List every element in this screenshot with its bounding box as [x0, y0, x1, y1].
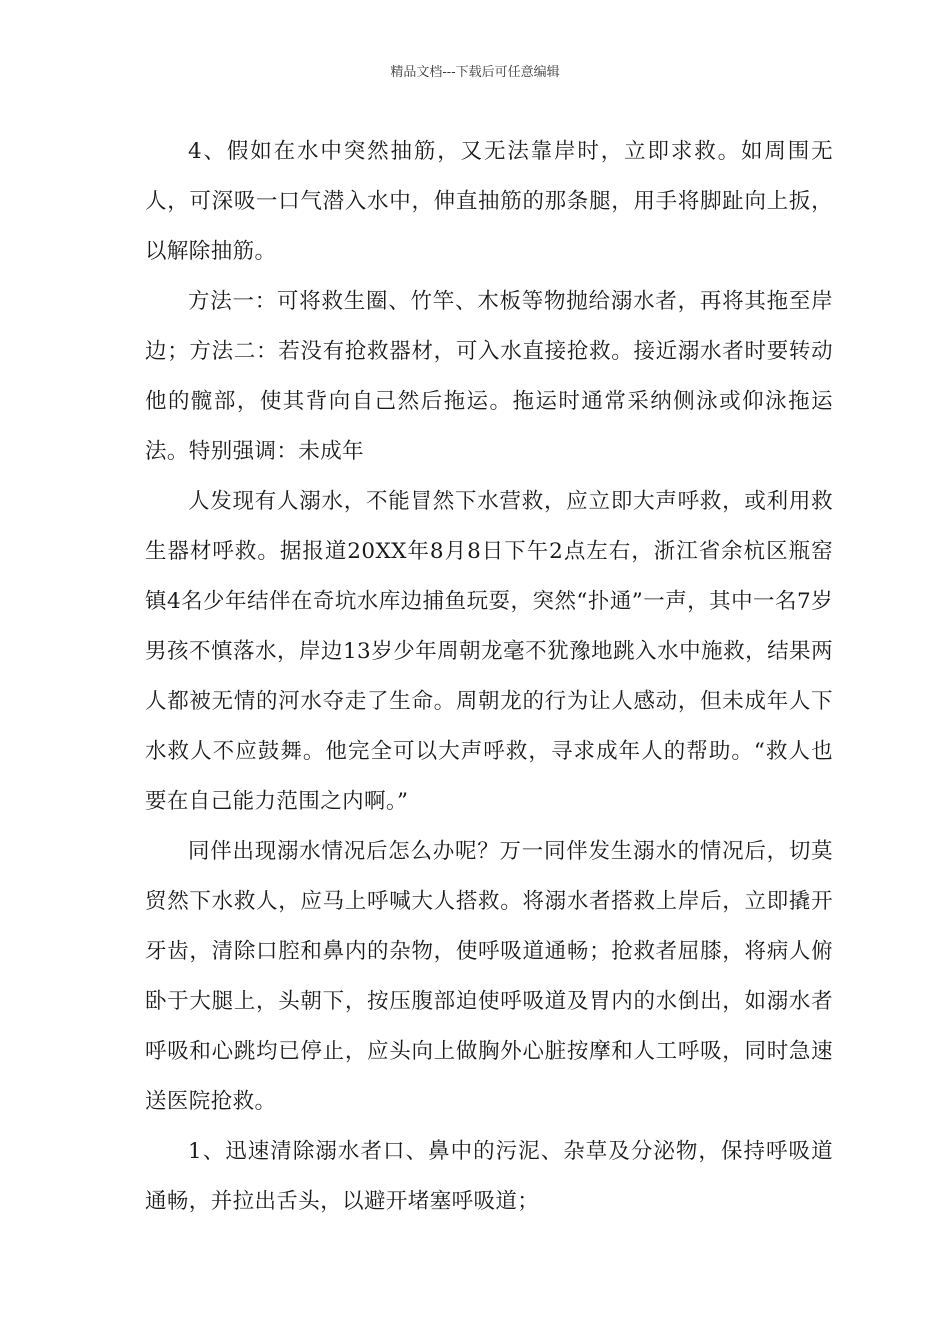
document-body — [145, 127, 833, 1227]
paragraph-step-one: 1、迅速清除溺水者口、鼻中的污泥、杂草及分泌物，保持呼吸道通畅，并拉出舌头，以避开堵塞呼吸道； — [145, 1139, 833, 1214]
paragraph-rescue-methods: 方法一：可将救生圈、竹竿、木板等物抛给溺水者，再将其拖至岸边；方法二：若没有抢救器材，可入水直接抢救。接近溺水者时要转动他的髋部，使其背向自己然后拖运。拖运时通常采纳侧泳或仰泳拖运法。特别强调：未成年 — [145, 289, 833, 464]
paragraph-cramp-rescue: 4、假如在水中突然抽筋，又无法靠岸时，立即求救。如周围无人，可深吸一口气潜入水中，伸直抽筋的那条腿，用手将脚趾向上扳，以解除抽筋。 — [145, 139, 833, 264]
paragraph-minor-warning: 人发现有人溺水，不能冒然下水营救，应立即大声呼救，或利用救生器材呼救。据报道20XX年8月8日下午2点左右，浙江省余杭区瓶窑镇4名少年结伴在奇坑水库边捕鱼玩耍，突然“扑通”一声，其中一名7岁男孩不慎落水，岸边13岁少年周朝龙毫不犹豫地跳入水中施救，结果两人都被无情的河水夺走了生命。周朝龙的行为让人感动，但未成年人下水救人不应鼓舞。他完全可以大声呼救，寻求成年人的帮助。“救人也要在自己能力范围之内啊。” — [145, 489, 833, 814]
page-header: 精品文档---下载后可任意编辑 — [390, 65, 560, 80]
paragraph-companion-drowning: 同伴出现溺水情况后怎么办呢？万一同伴发生溺水的情况后，切莫贸然下水救人，应马上呼喊大人搭救。将溺水者搭救上岸后，立即撬开牙齿，清除口腔和鼻内的杂物，使呼吸道通畅；抢救者屈膝，将病人俯卧于大腿上，头朝下，按压腹部迫使呼吸道及胃内的水倒出，如溺水者呼吸和心跳均已停止，应头向上做胸外心脏按摩和人工呼吸，同时急速送医院抢救。 — [145, 839, 833, 1114]
